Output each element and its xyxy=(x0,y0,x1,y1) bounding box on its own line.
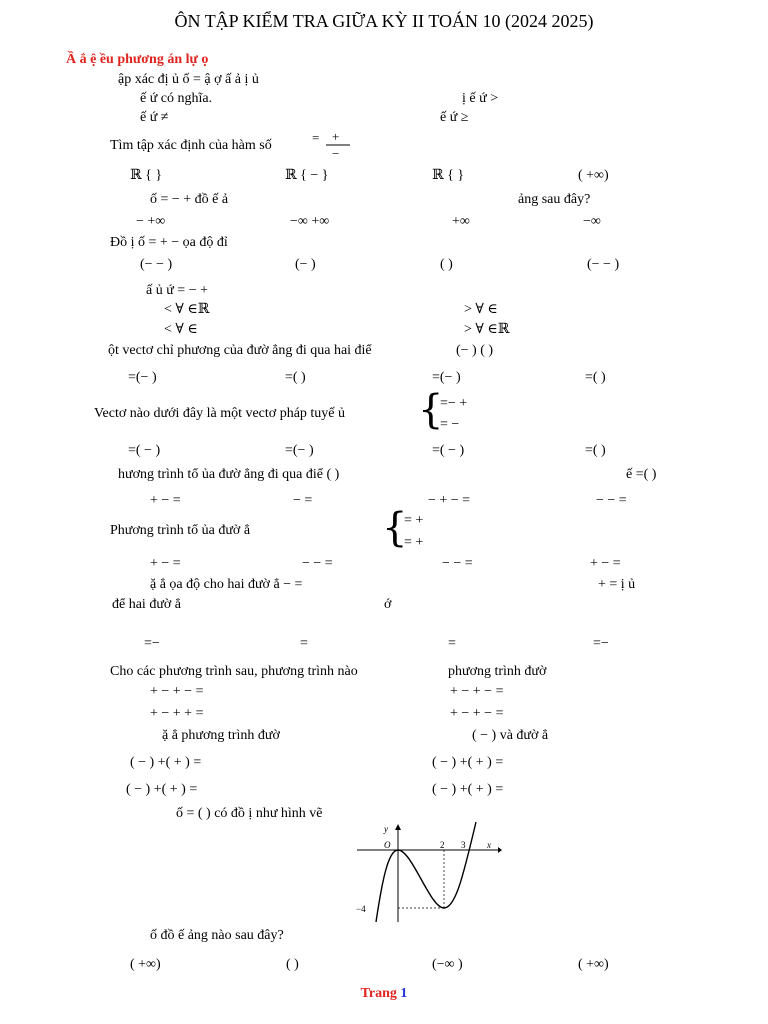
q3-option-d: −∞ xyxy=(583,214,601,229)
tick-label-3: 3 xyxy=(461,840,466,850)
q9-option-d: + − = xyxy=(590,556,621,571)
q7-option-d: =( ) xyxy=(585,443,606,458)
q10-stem-line-2-end: ớ xyxy=(384,597,392,612)
q8-option-b: − = xyxy=(293,493,313,508)
q12-option-d: ( − ) +( + ) = xyxy=(432,782,504,797)
q2-fraction xyxy=(304,130,354,162)
q8-stem: hương trình tổ ủa đườ ẳng đi qua điể ( ) xyxy=(118,467,340,482)
q11-option-d: + − + − = xyxy=(450,706,504,721)
q8-option-a: + − = xyxy=(150,493,181,508)
q10-stem-end: + = ị ủ xyxy=(598,577,636,592)
q4-stem: Đồ ị ố = + − ọa độ đỉ xyxy=(110,235,228,250)
q3-stem-end: ảng sau đây? xyxy=(518,192,591,207)
q10-option-a: =− xyxy=(144,636,160,651)
q6-option-d: =( ) xyxy=(585,370,606,385)
q8-option-c: − + − = xyxy=(428,493,471,508)
q7-system-line-2: = − xyxy=(440,417,460,432)
q2-stem: Tìm tập xác định của hàm số xyxy=(110,138,272,153)
q9-stem: Phương trình tổ ủa đườ ẳ xyxy=(110,523,251,538)
q13-option-d: ( +∞) xyxy=(578,957,609,972)
q2-option-d: ( +∞) xyxy=(578,168,609,183)
q2-option-a: ℝ { } xyxy=(130,168,163,183)
q3-option-c: +∞ xyxy=(452,214,470,229)
q12-stem-end: ( − ) và đườ ẳ xyxy=(472,728,549,743)
q1-option-a: ế ứ có nghĩa. xyxy=(140,91,213,106)
y-axis-label: y xyxy=(384,824,388,834)
footer-page-number: 1 xyxy=(400,986,408,1001)
q10-stem: ặ ẳ ọa độ cho hai đườ ẳ − = xyxy=(150,577,303,592)
q4-option-b: (− ) xyxy=(295,257,316,272)
q3-option-a: − +∞ xyxy=(136,214,166,229)
q13-option-a: ( +∞) xyxy=(130,957,161,972)
q9-system-line-2: = + xyxy=(404,535,424,550)
q11-stem-end: phương trình đườ xyxy=(448,664,547,679)
q2-option-c: ℝ { } xyxy=(432,168,465,183)
q1-option-d: ế ứ ≥ xyxy=(440,110,469,125)
footer-label: Trang xyxy=(360,986,397,1001)
q8-option-d: − − = xyxy=(596,493,627,508)
x-axis-label: x xyxy=(487,840,491,850)
q1-option-b: ị ế ứ > xyxy=(462,91,499,106)
q7-option-c: =( − ) xyxy=(432,443,465,458)
q12-option-b: ( − ) +( + ) = xyxy=(432,755,504,770)
q10-option-c: = xyxy=(448,636,456,651)
q6-stem-points: (− ) ( ) xyxy=(456,343,494,358)
q13-stem: ố = ( ) có đồ ị như hình vẽ xyxy=(176,806,323,821)
section-heading: Ầ ắ ệ ều phương án lự ọ xyxy=(66,52,209,67)
y-axis-arrow xyxy=(395,824,401,830)
page-title: ÔN TẬP KIỂM TRA GIỮA KỲ II TOÁN 10 (2024 2025) xyxy=(174,11,594,31)
q11-stem: Cho các phương trình sau, phương trình nào xyxy=(110,664,358,679)
fraction-denominator: − xyxy=(332,146,340,161)
q4-option-d: (− − ) xyxy=(587,257,620,272)
cubic-curve xyxy=(376,822,476,922)
q10-option-b: = xyxy=(300,636,308,651)
q5-option-b: > ∀ ∈ xyxy=(464,302,498,317)
q10-stem-line-2: để hai đườ ẳ xyxy=(112,597,182,612)
page-footer xyxy=(0,986,768,1002)
q1-option-c: ế ứ ≠ xyxy=(140,110,169,125)
q5-option-a: < ∀ ∈ℝ xyxy=(164,302,210,317)
q11-option-a: + − + − = xyxy=(150,684,204,699)
q9-system-brace: { xyxy=(382,505,408,551)
q5-stem: ấ ủ ứ = − + xyxy=(146,283,208,298)
q9-option-b: − − = xyxy=(302,556,333,571)
q3-option-b: −∞ +∞ xyxy=(290,214,330,229)
q5-option-d: > ∀ ∈ℝ xyxy=(464,322,510,337)
origin-label: O xyxy=(384,840,391,850)
q12-option-c: ( − ) +( + ) = xyxy=(126,782,198,797)
q6-option-b: =( ) xyxy=(285,370,306,385)
q10-option-d: =− xyxy=(593,636,609,651)
q4-option-c: ( ) xyxy=(440,257,453,272)
q7-option-b: =(− ) xyxy=(285,443,314,458)
q6-option-c: =(− ) xyxy=(432,370,461,385)
tick-label-2: 2 xyxy=(440,840,445,850)
q13-option-c: (−∞ ) xyxy=(432,957,463,972)
x-axis-arrow xyxy=(498,847,502,853)
q7-system-line-1: =− + xyxy=(440,396,468,411)
q6-option-a: =(− ) xyxy=(128,370,157,385)
q9-option-c: − − = xyxy=(442,556,473,571)
q1-stem: ập xác đị ủ ố = ậ ợ ấ ả ị ủ xyxy=(118,72,259,87)
q6-stem: ột vectơ chỉ phương của đườ ẳng đi qua hai điể xyxy=(108,343,372,358)
q11-option-c: + − + + = xyxy=(150,706,204,721)
q7-stem: Vectơ nào dưới đây là một vectơ pháp tuyế ủ xyxy=(94,406,346,421)
q5-option-c: < ∀ ∈ xyxy=(164,322,198,337)
q4-option-a: (− − ) xyxy=(140,257,173,272)
q3-stem: ố = − + đồ ế ả xyxy=(150,192,229,207)
q7-option-a: =( − ) xyxy=(128,443,161,458)
tick-label-minus-4: −4 xyxy=(356,904,366,914)
q13-option-b: ( ) xyxy=(286,957,299,972)
q11-option-b: + − + − = xyxy=(450,684,504,699)
q13-function-graph xyxy=(352,822,502,922)
q8-stem-vector: ế =( ) xyxy=(626,467,657,482)
q13-question: ố đồ ế ảng nào sau đây? xyxy=(150,928,284,943)
fraction-numerator: + xyxy=(332,130,340,144)
q2-option-b: ℝ { − } xyxy=(285,168,329,183)
q9-option-a: + − = xyxy=(150,556,181,571)
fraction-equals: = xyxy=(312,130,320,145)
q12-stem: ặ ẳ phương trình đườ xyxy=(162,728,280,743)
q12-option-a: ( − ) +( + ) = xyxy=(130,755,202,770)
q9-system-line-1: = + xyxy=(404,513,424,528)
q7-system-brace: { xyxy=(418,387,444,433)
